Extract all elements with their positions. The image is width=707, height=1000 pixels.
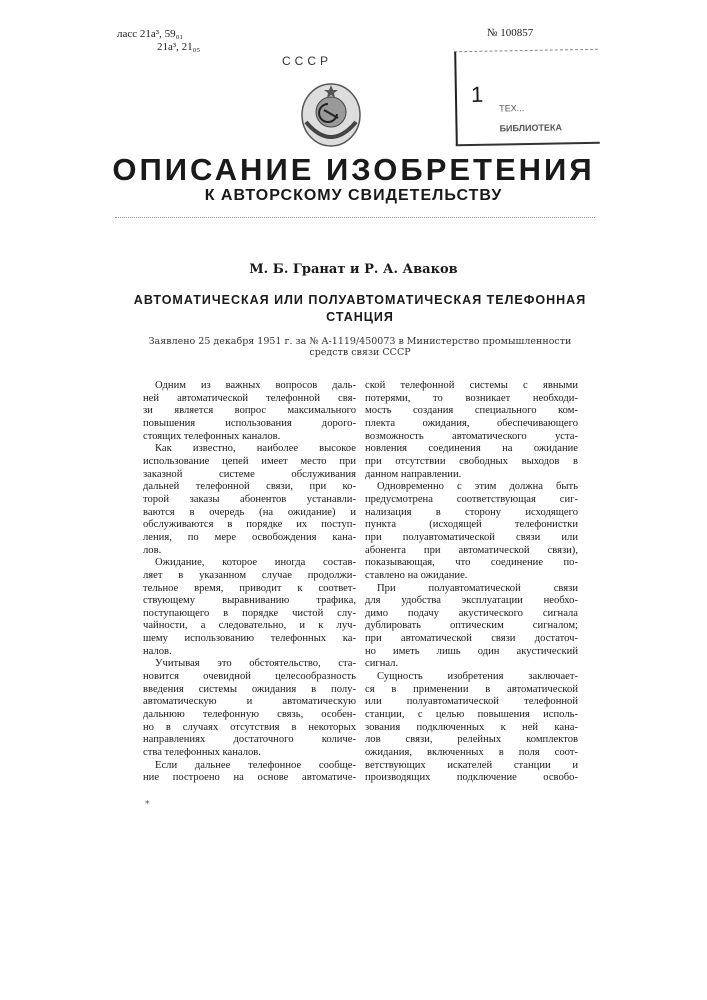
text-line: обслуживаются в порядке их поступ- — [143, 519, 356, 532]
text-line: новится очевидной целесообразность — [143, 671, 356, 684]
text-line: заказной системе обслуживания — [143, 469, 356, 482]
patent-number: № 100857 — [487, 27, 533, 39]
text-line: При полуавтоматической связи — [365, 583, 578, 596]
text-line: тельное время, приводит к соответ- — [143, 583, 356, 596]
text-line: ставлено на ожидание. — [365, 570, 578, 583]
paragraph — [143, 557, 356, 658]
text-line: дальнюю телефонную связь, особен- — [143, 709, 356, 722]
text-line: нализация в сторону исходящего — [365, 507, 578, 520]
text-line: Одним из важных вопросов даль- — [143, 380, 356, 393]
paragraph — [365, 380, 578, 481]
text-line: Как известно, наиболее высокое — [143, 443, 356, 456]
text-line: чайности, а следовательно, и к луч- — [143, 620, 356, 633]
filing-line: Заявлено 25 декабря 1951 г. за № А-1119/450073 в Министерство промышленности — [130, 336, 590, 347]
text-line: мость создания специального ком- — [365, 405, 578, 418]
invention-title-line: СТАНЦИЯ — [130, 309, 590, 326]
text-line: ние построено на основе автоматиче- — [143, 772, 356, 785]
text-line: димо подачу акустического сигнала — [365, 608, 578, 621]
document-subtitle: К АВТОРСКОМУ СВИДЕТЕЛЬСТВУ — [0, 187, 707, 205]
text-line: лов. — [143, 545, 356, 558]
state-emblem-icon — [300, 82, 362, 152]
document-title: ОПИСАНИЕ ИЗОБРЕТЕНИЯ — [0, 152, 707, 188]
text-line: возможность автоматического уста- — [365, 431, 578, 444]
stamp-line-1: ТЕХ... — [499, 103, 524, 113]
text-line: дублировать оптическим сигналом; — [365, 620, 578, 633]
class-line-2: 21a³, 21₀₅ — [117, 41, 200, 54]
text-line: потерями, то возникает необходи- — [365, 393, 578, 406]
text-line: показывающая, что соединение по- — [365, 557, 578, 570]
paragraph — [143, 760, 356, 785]
paragraph — [365, 583, 578, 672]
text-line: но в случаях отсутствия в некоторых — [143, 722, 356, 735]
text-line: станции, с целью повышения исполь- — [365, 709, 578, 722]
invention-title-line: АВТОМАТИЧЕСКАЯ ИЛИ ПОЛУАВТОМАТИЧЕСКАЯ ТЕЛЕФОННАЯ — [130, 292, 590, 309]
text-line: Сущность изобретения заключает- — [365, 671, 578, 684]
text-line: ства телефонных каналов. — [143, 747, 356, 760]
paragraph — [143, 443, 356, 557]
country-label: СССР — [282, 54, 332, 68]
paragraph — [143, 380, 356, 443]
text-line: автоматическую и автоматическую — [143, 696, 356, 709]
library-stamp — [454, 49, 600, 146]
text-line: или полуавтоматической телефонной — [365, 696, 578, 709]
text-line: Ожидание, которое иногда состав- — [143, 557, 356, 570]
text-line: Учитывая это обстоятельство, ста- — [143, 658, 356, 671]
text-line: ствующему выравниванию трафика, — [143, 595, 356, 608]
text-line: пункта (исходящей телефонистки — [365, 519, 578, 532]
text-line: плекта ожидания, обеспечивающего — [365, 418, 578, 431]
text-column-left — [143, 380, 356, 785]
filing-info — [130, 336, 590, 358]
text-line: направлениях достаточного количе- — [143, 734, 356, 747]
patent-page — [0, 0, 707, 1000]
text-line: ветствующих искателей станции и — [365, 760, 578, 773]
text-line: введения системы ожидания в полу- — [143, 684, 356, 697]
text-line: новления соединения на ожидание — [365, 443, 578, 456]
class-line-1: лacc 21a³, 59₀₁ — [117, 28, 200, 41]
text-line: ляет в указанном случае продолжи- — [143, 570, 356, 583]
text-line: налов. — [143, 646, 356, 659]
text-column-right — [365, 380, 578, 785]
authors: М. Б. Гранат и Р. А. Аваков — [0, 262, 707, 277]
text-line: зования подключенных к ней кана- — [365, 722, 578, 735]
text-line: но иметь лишь один акустический — [365, 646, 578, 659]
text-line: для удобства эксплуатации необхо- — [365, 595, 578, 608]
divider — [115, 217, 595, 218]
text-line: сигнал. — [365, 658, 578, 671]
text-line: Одновременно с этим должна быть — [365, 481, 578, 494]
text-line: ваются в очередь (на ожидание) и — [143, 507, 356, 520]
invention-title — [130, 292, 590, 326]
text-line: ской телефонной системы с явными — [365, 380, 578, 393]
text-line: при автоматической связи достаточ- — [365, 633, 578, 646]
text-line: стоящих телефонных каналов. — [143, 431, 356, 444]
text-line: шему использованию телефонных ка- — [143, 633, 356, 646]
text-line: данном направлении. — [365, 469, 578, 482]
margin-mark: * — [145, 800, 150, 810]
text-line: торой заказы абонентов устанавли- — [143, 494, 356, 507]
text-line: дальней телефонной связи, при ко- — [143, 481, 356, 494]
text-line: Если дальнее телефонное сообще- — [143, 760, 356, 773]
paragraph — [143, 658, 356, 759]
text-line: ления, по мере освобождения кана- — [143, 532, 356, 545]
filing-line: средств связи СССР — [130, 347, 590, 358]
text-line: поступающего в порядке чистой слу- — [143, 608, 356, 621]
text-line: ся в применении в автоматической — [365, 684, 578, 697]
text-line: лов связи, релейных комплектов — [365, 734, 578, 747]
text-line: использование цепей имеет место при — [143, 456, 356, 469]
paragraph — [365, 481, 578, 582]
text-line: абонента при автоматической связи), — [365, 545, 578, 558]
text-line: повышения использования дорого- — [143, 418, 356, 431]
text-line: предусмотрена соответствующая сиг- — [365, 494, 578, 507]
stamp-line-2: БИБЛИОТЕКА — [499, 122, 562, 133]
text-line: производящих подключение освобо- — [365, 772, 578, 785]
text-line: при полуавтоматической связи или — [365, 532, 578, 545]
stamp-digit: 1 — [471, 82, 484, 108]
text-line: ожидания, включенных в поля соот- — [365, 747, 578, 760]
text-line: зи является вопрос максимального — [143, 405, 356, 418]
text-line: при отсутствии свободных выходов в — [365, 456, 578, 469]
text-line: ней автоматической телефонной свя- — [143, 393, 356, 406]
classification — [117, 28, 200, 54]
paragraph — [365, 671, 578, 785]
